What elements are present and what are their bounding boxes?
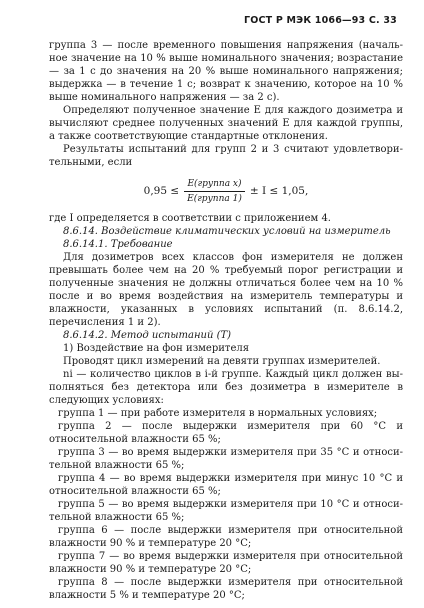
determine-e-paragraph: Определяют полученное значение E для каждого дозиметра и вычисляют среднее полученных значений E для каждой группы, а также соответствующие стандартные отклонения. [49,105,403,142]
measurement-cycle-paragraph: Проводят цикл измерений на девяти группах измерителей. [63,356,381,367]
section-8-6-14-heading: 8.6.14. Воздействие климатических условий на измеритель [63,226,391,237]
formula-right: ± I ≤ 1,05, [249,184,309,197]
group-3-item: группа 3 — во время выдержки измерителя при 35 °С и относительной влажности 65 %; [49,447,403,471]
formula-denominator: E(группа 1) [187,193,242,204]
group-6-item: группа 6 — после выдержки измерителя при относительной влажности 90 % и температуре 20 °С; [49,525,403,549]
ratio-formula [49,171,403,211]
section-8-6-14-2-heading: 8.6.14.2. Метод испытаний (Т) [63,330,232,341]
page-header: ГОСТ Р МЭК 1066—93 С. 33 [243,15,397,26]
group-1-item: группа 1 — при работе измерителя в нормальных условиях; [58,408,378,419]
group-4-item: группа 4 — во время выдержки измерителя при минус 10 °С и относительной влажности 65 %; [49,473,403,497]
group-7-item: группа 7 — во время выдержки измерителя при относительной влажности 90 % и температуре 20 °С; [49,551,403,575]
group-8-item: группа 8 — после выдержки измерителя при относительной влажности 5 % и температуре 20 °С; [49,577,403,601]
group-2-item: группа 2 — после выдержки измерителя при 60 °С и относительной влажности 65 %; [49,421,403,445]
section-8-6-14-1-heading: 8.6.14.1. Требование [63,239,173,250]
formula-numerator: E(группа x) [184,178,244,192]
cycles-count-paragraph: ni — количество циклов в i-й группе. Каждый цикл должен выполняться без детектора или без дозиметра в измерителе в следующих условиях: [49,369,403,406]
formula-left: 0,95 ≤ [143,184,180,197]
background-effect-item: 1) Воздействие на фон измерителя [63,343,250,354]
document-body [49,39,403,602]
group-3-paragraph: группа 3 — после временного повышения напряжения (начальное значение на 10 % выше номинального значения; возрастание — за 1 с до значения на 20 % выше номинального напряжения; выдержка — в течение 1 с; возврат к значению, которое на 10 % выше номинального напряжения — за 2 с). [49,40,403,103]
where-i-paragraph: где I определяется в соответствии с приложением 4. [49,213,331,224]
requirement-paragraph: Для дозиметров всех классов фон измерителя не должен превышать более чем на 20 % требуемый порог регистрации и полученные значения не должны отличаться более чем на 10 % после и во время воздействия на измеритель температуры и влажности, указанных в условиях испытаний (п. 8.6.14.2, перечисления 1 и 2). [49,252,403,328]
formula-fraction [184,178,245,205]
group-5-item: группа 5 — во время выдержки измерителя при 10 °С и относительной влажности 65 %; [49,499,403,523]
results-paragraph: Результаты испытаний для групп 2 и 3 считают удовлетворительными, если [49,144,403,168]
